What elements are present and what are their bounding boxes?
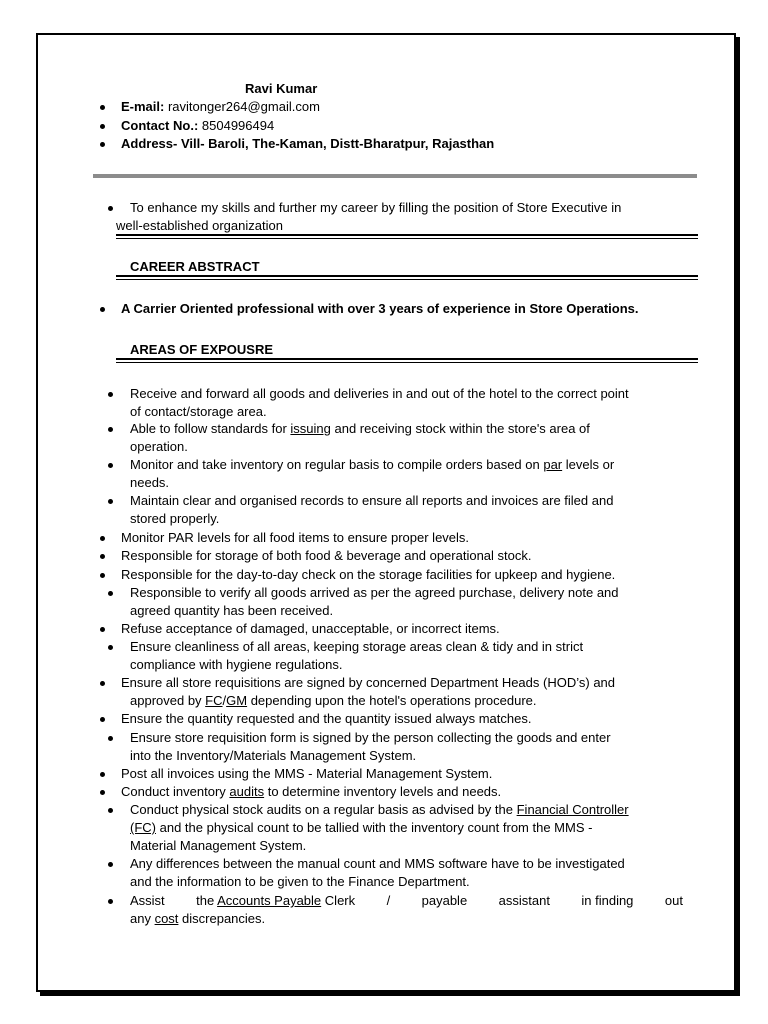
objective-line-1: To enhance my skills and further my career by filling the position of Store Executive in (130, 200, 622, 215)
list-item: Assist the Accounts Payable Clerk / payable assistant in finding out any cost discrepancies. (130, 893, 683, 926)
list-item: Ensure store requisition form is signed by the person collecting the goods and enter into the Inventory/Materials Management System. (130, 730, 611, 763)
list-item: Any differences between the manual count and MMS software have to be investigated and the information to be given to the Finance Department. (130, 856, 625, 889)
bullet-icon (100, 124, 105, 129)
bullet-icon (100, 554, 105, 559)
list-item: Monitor and take inventory on regular basis to compile orders based on par levels or needs. (130, 457, 615, 490)
list-item: Ensure cleanliness of all areas, keeping storage areas clean & tidy and in strict compliance with hygiene regulations. (130, 639, 584, 672)
contact-line (121, 117, 274, 135)
bullet-icon (108, 862, 113, 867)
address-line: Address- Vill- Baroli, The-Kaman, Distt-Bharatpur, Rajasthan (121, 136, 495, 151)
list-item: Refuse acceptance of damaged, unacceptable, or incorrect items. (121, 621, 500, 636)
list-item: Monitor PAR levels for all food items to ensure proper levels. (121, 530, 470, 545)
areas-heading: AREAS OF EXPOUSRE (130, 342, 274, 357)
bullet-icon (100, 142, 105, 147)
objective-line-2: well-established organization (116, 218, 283, 233)
bullet-icon (100, 105, 105, 110)
bullet-icon (100, 307, 105, 312)
bullet-icon (108, 808, 113, 813)
bullet-icon (100, 681, 105, 686)
list-item: Able to follow standards for issuing and receiving stock within the store's area of operation. (130, 421, 590, 454)
list-item: Maintain clear and organised records to ensure all reports and invoices are filed and stored properly. (130, 493, 614, 526)
bullet-icon (100, 772, 105, 777)
bullet-icon (100, 627, 105, 632)
objective-divider (116, 234, 698, 239)
contact-label: Contact No.: (121, 118, 199, 133)
bullet-icon (100, 573, 105, 578)
career-abstract-text: A Carrier Oriented professional with over 3 years of experience in Store Operations. (121, 301, 639, 316)
bullet-icon (108, 206, 113, 211)
bullet-icon (100, 536, 105, 541)
bullet-icon (100, 790, 105, 795)
header-divider (93, 174, 697, 178)
list-item: Receive and forward all goods and deliveries in and out of the hotel to the correct point of contact/storage area. (130, 386, 629, 419)
list-item: Ensure the quantity requested and the quantity issued always matches. (121, 711, 532, 726)
bullet-icon (108, 591, 113, 596)
email-line (121, 98, 320, 116)
list-item: Post all invoices using the MMS - Material Management System. (121, 766, 493, 781)
bullet-icon (108, 736, 113, 741)
email-value: ravitonger264@gmail.com (167, 99, 320, 114)
bullet-icon (108, 645, 113, 650)
bullet-icon (108, 463, 113, 468)
list-item: Responsible to verify all goods arrived as per the agreed purchase, delivery note and agreed quantity has been received. (130, 585, 619, 618)
list-item: Ensure all store requisitions are signed by concerned Department Heads (HOD’s) and approved by FC/GM depending upon the hotel's operations procedure. (121, 675, 616, 708)
bullet-icon (108, 499, 113, 504)
list-item: Conduct physical stock audits on a regular basis as advised by the Financial Controller (FC) and the physical count to be tallied with the inventory count from the MMS - Material Management System. (130, 802, 629, 853)
bullet-icon (108, 392, 113, 397)
career-abstract-divider (116, 275, 698, 280)
contact-value: 8504996494 (201, 118, 275, 133)
list-item: Conduct inventory audits to determine inventory levels and needs. (121, 784, 502, 799)
candidate-name: Ravi Kumar (245, 81, 318, 96)
bullet-icon (108, 899, 113, 904)
list-item: Responsible for the day-to-day check on the storage facilities for upkeep and hygiene. (121, 567, 616, 582)
bullet-icon (100, 717, 105, 722)
email-label: E-mail: (121, 99, 165, 114)
areas-divider (116, 358, 698, 363)
list-item: Responsible for storage of both food & beverage and operational stock. (121, 548, 532, 563)
career-abstract-heading: CAREER ABSTRACT (130, 259, 260, 274)
bullet-icon (108, 427, 113, 432)
